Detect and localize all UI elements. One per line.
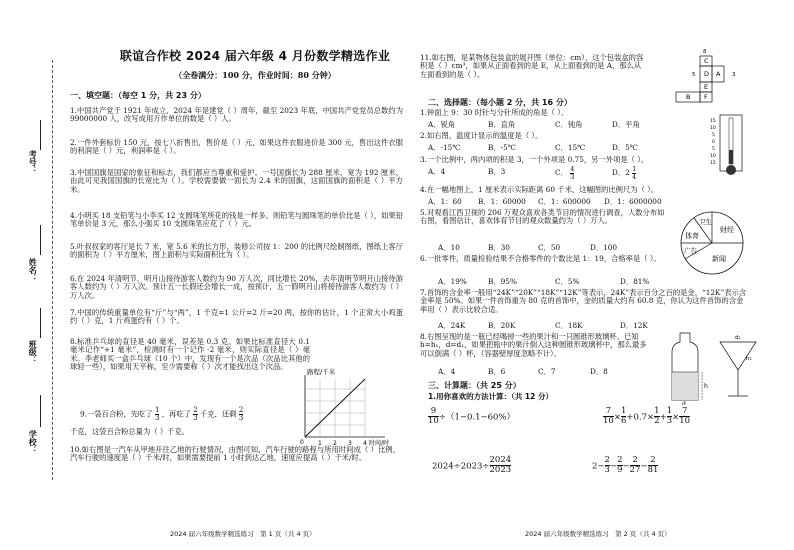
fraction-2-3 [193, 407, 197, 422]
option-d[interactable]: D．5℃ [612, 143, 638, 152]
option-d[interactable]: D．81% [620, 277, 650, 286]
calc-expression-2: $\frac{7}{10}$ × $\frac{1}{6}$ +0.7× $\frac{1}{2}$ + $\frac{1}{3}$ × $\frac{7}{10}$ [603, 406, 691, 427]
question-2-8: 8.右图呈现的是一瓶已经喝掉一些的果汁和一只圆锥形玻璃杯。已知 h=h₁，d=d₁，如果把瓶中的果汁倒入这种圆锥形玻璃杯中，那么最多可以倒满（ ）杯，（容器壁厚度忽略不计）。 [420, 332, 647, 358]
calc-expression-4: 2− $\frac{2}{3}$ − $\frac{2}{9}$ − $\frac{2}{27}$ − $\frac{2}{81}$ [592, 455, 659, 476]
viewer-pie-chart [675, 208, 755, 278]
option-d[interactable]: D．1：6000000 [604, 197, 662, 206]
question-1-1: 1.中国共产党于 1921 年成立，2024 年是建党（ ）周年，截至 2023 年底，中国共产党党员总数约为 99000000 人，改写成用万作单位的数是（ ）人。 [70, 106, 403, 124]
question-1-7: 7.中国的传统重量单位有“斤”与“两”，1 千克=1 公斤=2 斤=20 两，按你的估计，1 个正常大小鸡蛋约（ ）克，1 斤鸡蛋约有（ ）个。 [70, 308, 403, 326]
question-1-10: 10.如右图是一汽车从甲地开往乙地的行驶情况，由图可知，汽车行驶的路程与所用时间成（ ）比例，汽车行驶的速度是（ ）千米/时，如果需要提前 1 小时到达乙地，速度应提高（ ）千米/时。 [70, 445, 400, 463]
option-c[interactable]: C．钝角 [555, 120, 583, 129]
option-a[interactable]: A．4 [428, 167, 446, 176]
option-c[interactable]: C．15℃ [555, 143, 586, 152]
question-2-1: 1.钟面上 9：30 时针与分针所成的角是（ ）。 [420, 108, 569, 117]
diameter-label-1: d₁ [735, 335, 741, 341]
net-face-label: F [704, 93, 708, 101]
height-label: h [704, 383, 708, 390]
question-1-2: 2.一件外套标价 150 元，按七八折售出，售价是（ ）元，如果这件衣服进价是 300 元，售出这件衣服的利润是（ ）元，利润率是（ ）。 [70, 138, 403, 156]
question-1-11: 11.如右图，是某物体包装盒的展开图（单位：cm），这个包装盒的容积是（ ）cm³，如果从正面看到的是 E，从上面看到的是 A，那么从左面看到的是（ ）。 [420, 53, 644, 79]
q9-part-b: ，再吃了 [161, 409, 191, 419]
question-2-5: 5.对观看江西卫视的 206 万观众喜欢各类节目的情况进行调查，人数分布如右图，看图估计，喜欢体育节目的观众数量约为（ ）万人。 [420, 208, 665, 226]
question-1-8: 8.标准乒乓球的直径是 40 毫米，误差是 0.3 克。如果比标准直径大 0.1 毫米记作“+1 毫米”，检测时有一个记作 -2 毫米，则实际直径是（ ）毫米。李老师买一盒乒乓球（10 个）中，发现有一个是次品（次品比其他的球轻一些），如果用天平称，至少需要称（ ）次才能找出这个次品。 [70, 337, 310, 372]
option-b[interactable]: B．3 [488, 167, 506, 176]
x-tick: 1 [318, 440, 322, 447]
option-a[interactable]: A．19% [438, 277, 467, 286]
class-label: 班级： [28, 340, 39, 364]
distance-time-graph [285, 367, 395, 447]
option-c[interactable]: C．7 [538, 367, 556, 376]
origin-label: 0 [300, 439, 304, 446]
q9-part-a: 9.一袋百合粉，先吃了 [80, 409, 153, 419]
option-c[interactable]: C．18K [555, 321, 583, 330]
option-c-label: C． [555, 168, 568, 177]
pie-label-news: 新闻 [712, 255, 726, 263]
option-a[interactable]: A．24K [438, 321, 466, 330]
option-d[interactable]: D．平角 [612, 120, 640, 129]
option-a[interactable]: A．1：60 [428, 197, 462, 206]
option-d[interactable]: D．8 [590, 367, 608, 376]
class-field[interactable] [40, 308, 41, 338]
option-a[interactable]: A．-15℃ [428, 143, 461, 152]
x-tick: 2 [333, 440, 337, 447]
dimension-label: 8 [703, 49, 707, 55]
fraction-numerator: 2 [238, 406, 244, 414]
school-label: 学校： [28, 430, 39, 454]
question-1-9 [80, 407, 320, 422]
net-face-label: B [686, 93, 691, 101]
option-d[interactable] [612, 166, 636, 180]
fraction-2024-2023: $\frac{2024}{2023}$ [489, 455, 512, 476]
binding-line [52, 60, 53, 480]
x-tick: 4 [363, 440, 367, 447]
exam-no-field[interactable] [40, 120, 41, 150]
svg-text:15: 15 [710, 119, 716, 124]
fraction-numerator: 2 [193, 406, 198, 414]
section3-title: 三、计算题：（共 25 分） [428, 381, 521, 390]
thermometer-diagram [708, 112, 753, 182]
fraction-denominator: 3 [238, 414, 244, 422]
fraction-4-3: $\frac{4}{3}$ [570, 165, 575, 181]
exam-no-label: 考号： [28, 150, 39, 174]
pie-label-sports: 体育 [685, 232, 699, 240]
question-1-5: 5.叶叔叔家的客厅是长 7 米，宽 5.6 米的长方形，装修公司按 1：200 的比例尺绘制图纸，图纸上客厅的面积为（ ）平方厘米，图上面积与实际面积比为（ ）。 [70, 242, 403, 260]
x-axis-label: 时间/时 [369, 440, 390, 447]
y-axis-label: 路程/千米 [307, 368, 336, 376]
option-b[interactable]: B．30 [488, 243, 510, 252]
fraction-1-3 [155, 407, 159, 422]
dimension-label: 3 [732, 72, 736, 78]
option-d[interactable]: D．100 [590, 243, 618, 252]
pie-label-ads: 广告 [684, 247, 697, 255]
question-2-3: 3.一个比例中，两内项的积是 3，一个外项是 0.75，另一外项是（ ）。 [420, 155, 649, 164]
footer-left: 2024 届六年级数学精选练习 第 1 页（共 4 页） [170, 530, 316, 538]
mercury-column [729, 150, 733, 164]
option-b[interactable]: B．6 [488, 367, 506, 376]
calc-expression-3: 2024÷2023÷ $\frac{2024}{2023}$ [432, 455, 512, 476]
school-field[interactable] [40, 395, 41, 427]
option-b[interactable]: B．95% [488, 277, 517, 286]
question-1-4: 4.小明买 18 支铅笔与小李买 12 支圆珠笔所花的钱是一样多。则铅笔与圆珠笔的单价比是（ ），如果铅笔单价是 3 元，那么小强买 10 支圆珠笔应花了（ ）元。 [70, 211, 403, 229]
option-c[interactable]: C．50 [538, 243, 561, 252]
fraction-denominator: 3 [193, 414, 198, 422]
option-a[interactable]: A．锐角 [428, 120, 456, 129]
diameter-label: d [682, 401, 686, 405]
svg-text:0: 0 [712, 140, 715, 145]
pie-label-health: 卫生 [699, 218, 712, 226]
pie-label-finance: 财经 [720, 226, 734, 234]
option-b[interactable]: B．直角 [488, 120, 516, 129]
svg-text:5: 5 [712, 147, 715, 152]
footer-right: 2024 届六年级数学精选练习 第 2 页（共 4 页） [525, 530, 671, 538]
thermometer-bulb [726, 165, 736, 175]
box-net-diagram [670, 46, 760, 106]
dimension-label: 5 [692, 72, 696, 78]
name-field[interactable] [40, 225, 41, 255]
thermometer-ticks [710, 118, 716, 166]
question-1-3: 3.中国国旗是国家的象征和标志，我们都应当尊重和爱护。一号国旗长为 288 厘米，宽为 192 厘米，由此可见我国国旗的长宽比为（ ）。学校需要做一面长为 2.4 米的国旗，这面国旗的面积是（ ）平方米。 [70, 168, 403, 194]
svg-text:15: 15 [710, 161, 716, 166]
height-label-1: h₁ [746, 356, 752, 362]
question-1-9-end: 千克，这袋百合粉总量为（ ）千克。 [70, 427, 190, 436]
net-face-label: D [704, 70, 710, 78]
option-c[interactable]: C．1：600000 [538, 197, 591, 206]
page-subtitle: （全卷满分：100 分，作业时间：80 分钟） [174, 70, 336, 80]
fraction-2-3-b [239, 407, 243, 422]
svg-text:10: 10 [710, 126, 716, 131]
svg-text:10: 10 [710, 154, 716, 159]
section2-title: 二、选择题：（每小题 2 分，共 16 分） [428, 98, 572, 107]
svg-text:5: 5 [712, 133, 715, 138]
option-a[interactable]: A．10 [438, 243, 460, 252]
q9-part-c: 千克，还剩 [200, 409, 237, 419]
section1-title: 一、填空题：（每空 1 分，共 23 分） [70, 91, 206, 100]
question-1-6: 6.在 2024 年清明节，明月山接待游客人数约为 90 万人次，同比增长 20%，去年清明节明月山接待游客人数约为（ ）万人次。预计五一长假还会增长一成，按预计，五一假明月山将接待游客人数约为（ ）万人次。 [70, 274, 403, 300]
question-2-4: 4.在一幅地图上，1 厘米表示实际距离 60 千米，这幅图的比例尺为（ ）。 [420, 185, 659, 194]
option-a[interactable]: A．4 [438, 367, 456, 376]
name-label: 姓名： [28, 258, 39, 282]
fraction-1-4: $\frac{1}{4}$ [632, 165, 637, 181]
option-d[interactable]: D．12K [620, 321, 648, 330]
question-2-2: 2.如右图，温度计显示的温度是（ ）。 [420, 131, 543, 140]
section3-subtitle: 1.用你喜欢的方法计算：（共 12 分） [428, 392, 553, 401]
question-2-6: 6.一批零件，质量检验结果不合格零件的个数比是 1：19，合格率是（ ）。 [420, 254, 661, 263]
option-b[interactable]: B．1：60000 [478, 197, 526, 206]
option-b[interactable]: B．-5℃ [488, 143, 516, 152]
question-2-7: 7.首饰的含金率一般用“24K”“20K”“18K”“12K”等表示，24K”表示百分之百的是金，“12K”表示含金率是 50%。如果一件首饰重为 80 克的首饰中，金的质量大约有 60.8 克，你认为这件首饰的含金率用（ ）表示比较合适。 [420, 288, 747, 314]
option-d-label: D．2 [612, 168, 630, 177]
option-b[interactable]: B．20K [488, 321, 516, 330]
fraction-denominator: 3 [154, 414, 160, 422]
net-face-label: A [716, 70, 721, 78]
option-c[interactable]: C．5% [555, 277, 580, 286]
net-face-label: E [704, 83, 709, 91]
juice-level [672, 372, 698, 400]
net-face-label: C [704, 57, 709, 65]
x-tick: 3 [348, 440, 352, 447]
fraction-numerator: 1 [154, 406, 160, 414]
calc-expression-1: $\frac{9}{10}$ ÷（1−0.1−60%） [428, 406, 516, 427]
fraction-9-10: $\frac{9}{10}$ [428, 406, 439, 427]
option-c[interactable] [555, 166, 574, 180]
bottle-and-glass-diagram [662, 330, 762, 405]
page-title: 联谊合作校 2024 届六年级 4 月份数学精选作业 [119, 49, 391, 63]
